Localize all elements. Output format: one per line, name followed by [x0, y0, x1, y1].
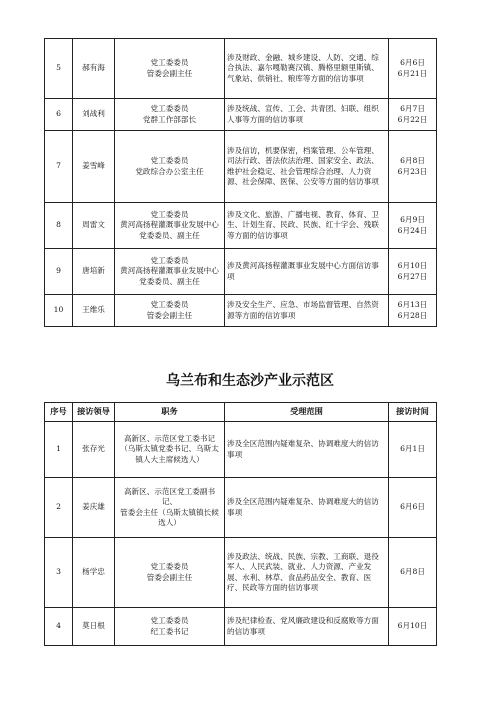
header-time: 接访时间 [389, 403, 437, 422]
row-number: 9 [45, 249, 73, 295]
table-header-row [45, 403, 437, 422]
table-row [45, 39, 437, 99]
leader-name: 周雷文 [73, 203, 115, 249]
header-position: 职务 [115, 403, 225, 422]
scope-cell: 涉及黄河高扬程灌溉事业发展中心方面信访事项 [225, 249, 389, 295]
leader-name: 郝有海 [73, 39, 115, 99]
table-row [45, 478, 437, 538]
scope-cell: 涉及信访，机要保密，档案管理、公车管理、司法行政、普法依法治理、国家安全、政法、维护社会稳定、社会管理综合治理、人力资源、社会保障、医保、公安等方面的信访事项 [225, 131, 389, 203]
leader-schedule-table-1 [44, 38, 437, 327]
row-number: 3 [45, 538, 73, 608]
row-number: 4 [45, 608, 73, 646]
leader-position: 党工委委员 管委会副主任 [115, 538, 225, 608]
leader-position: 党工委委员 黄河高扬程灌溉事业发展中心党委委员、副主任 [115, 249, 225, 295]
visit-time: 6月6日 6月21日 [389, 39, 437, 99]
table-row [45, 422, 437, 478]
header-leader: 接访领导 [73, 403, 115, 422]
leader-name: 王维乐 [73, 295, 115, 327]
scope-cell: 涉及纪律检查、党风廉政建设和反腐败等方面的信访事项 [225, 608, 389, 646]
leader-name: 杨学忠 [73, 538, 115, 608]
visit-time: 6月13日 6月28日 [389, 295, 437, 327]
row-number: 1 [45, 422, 73, 478]
scope-cell: 涉及安全生产、应急、市场监督管理、自然资源等方面的信访事项 [225, 295, 389, 327]
row-number: 10 [45, 295, 73, 327]
visit-time: 6月1日 [389, 422, 437, 478]
table-row [45, 203, 437, 249]
scope-cell: 涉及统战、宣传、工会、共青团、妇联、组织人事等方面的信访事项 [225, 99, 389, 131]
table-row [45, 99, 437, 131]
table-row [45, 249, 437, 295]
leader-position: 党工委委员 纪工委书记 [115, 608, 225, 646]
leader-schedule-table-2 [44, 402, 437, 646]
scope-cell: 涉及全区范围内疑难复杂、协调难度大的信访事项 [225, 422, 389, 478]
visit-time: 6月8日 [389, 538, 437, 608]
leader-name: 张存光 [73, 422, 115, 478]
leader-name: 刘战利 [73, 99, 115, 131]
row-number: 5 [45, 39, 73, 99]
leader-position: 高新区、示范区党工委副书记、 管委会主任（乌斯太镇镇长候选人） [115, 478, 225, 538]
row-number: 6 [45, 99, 73, 131]
leader-position: 党工委委员 管委会副主任 [115, 295, 225, 327]
row-number: 7 [45, 131, 73, 203]
visit-time: 6月8日 6月23日 [389, 131, 437, 203]
leader-position: 党工委委员 党群工作部部长 [115, 99, 225, 131]
leader-name: 唐培新 [73, 249, 115, 295]
leader-position: 党工委委员 管委会副主任 [115, 39, 225, 99]
row-number: 8 [45, 203, 73, 249]
header-scope: 受理范围 [225, 403, 389, 422]
leader-name: 姜雪峰 [73, 131, 115, 203]
leader-position: 党工委委员 党政综合办公室主任 [115, 131, 225, 203]
row-number: 2 [45, 478, 73, 538]
visit-time: 6月7日 6月22日 [389, 99, 437, 131]
leader-position: 高新区、示范区党工委书记（乌斯太镇党委书记、乌斯太镇人大主席候选人） [115, 422, 225, 478]
leader-name: 莫日根 [73, 608, 115, 646]
section-title: 乌兰布和生态沙产业示范区 [166, 373, 334, 389]
visit-time: 6月10日 6月27日 [389, 249, 437, 295]
table-row [45, 131, 437, 203]
scope-cell: 涉及政法、统战、民族、宗教、工商联、退役军人、人民武装、就业、人力资源、产业发展、水利、林草、食品药品安全、教育、医疗、民政等方面的信访事项 [225, 538, 389, 608]
visit-time: 6月10日 [389, 608, 437, 646]
visit-time: 6月6日 [389, 478, 437, 538]
visit-time: 6月9日 6月24日 [389, 203, 437, 249]
leader-position: 党工委委员 黄河高扬程灌溉事业发展中心党委委员、副主任 [115, 203, 225, 249]
scope-cell: 涉及文化、旅游、广播电视、教育、体育、卫生、计划生育、民政、民族、红十字会、残联等方面的信访事项 [225, 203, 389, 249]
table-row [45, 538, 437, 608]
scope-cell: 涉及财政、金融、城乡建设、人防、交通、综合执法、嘉尔嘎勒赛汉镇、腾格里额里斯镇、气象站、供销社、粮库等方面的信访事项 [225, 39, 389, 99]
leader-name: 姜庆雄 [73, 478, 115, 538]
header-no: 序号 [45, 403, 73, 422]
table-row [45, 608, 437, 646]
table-row [45, 295, 437, 327]
scope-cell: 涉及全区范围内疑难复杂、协调难度大的信访事项 [225, 478, 389, 538]
